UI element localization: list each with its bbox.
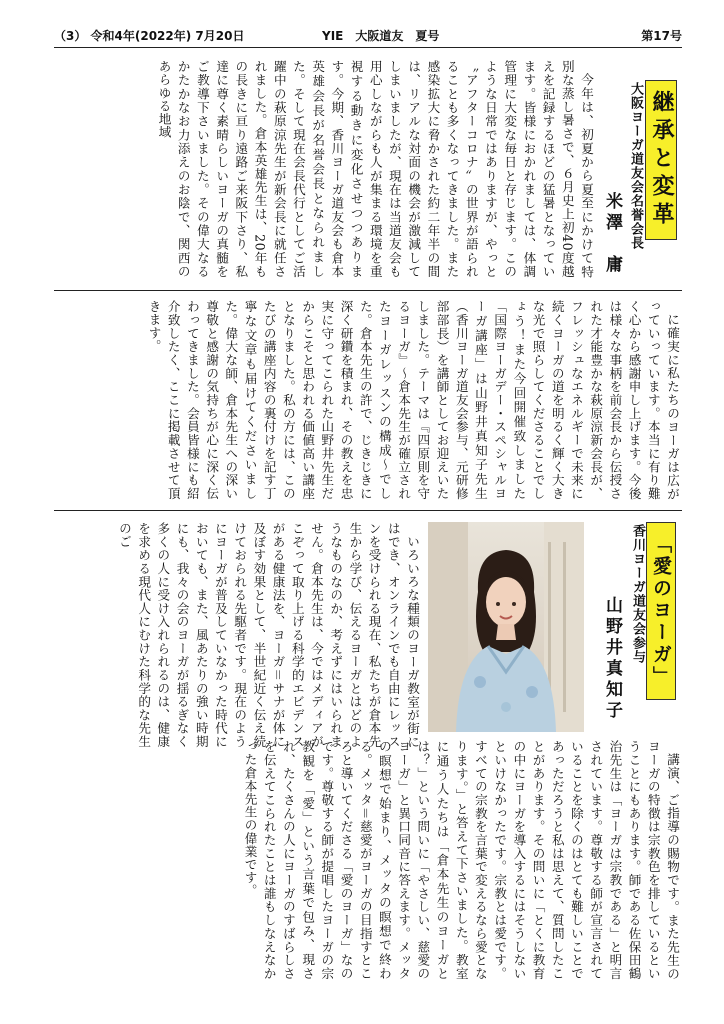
- article2-subtitle: 香川ヨーガ道友会参与: [630, 524, 645, 664]
- issue-date: （3） 令和4年(2022年) 7月20日: [54, 29, 245, 43]
- article1-subtitle: 大阪ヨーガ道友会名誉会長: [628, 82, 643, 250]
- article2-column-b: [56, 740, 682, 980]
- publication-name: YIE 大阪道友 夏号: [322, 29, 440, 43]
- article2-column-a: [56, 522, 422, 748]
- article1-author: [600, 192, 625, 292]
- section-rule-1: [54, 290, 682, 291]
- article2-author: 山野井真知子: [602, 596, 622, 722]
- issue-number: 第17号: [641, 29, 682, 43]
- article1-body-mid: に確実に私たちのヨーガは広がっていっています。本当に有り難く心から感謝申し上げます。今後は様々な事柄を前会長から伝授された才能豊かな萩原涼新会長が、フレッシュなエネルギーで未来に続くヨーガの道を明るく輝く大きな光で照らしてくださることでしょう！また今回開催致しました「国際ヨーガデー・スペシャルヨーガ講座」は山野井真知子先生（香川ヨーガ道友会参与、元研修部部長）を講師としてお迎えいたしました。テーマは『四原則を守るヨーガ』〜倉本先生が確立されたヨーガレッスンの構成〜でした。倉本先生の許で、じきじきに深く研鑽を積まれ、その教えを忠実に守ってこられた山野井先生だからこそと思われる価値高い講座となりました。私の方には、このたびの講座内容の裏付けを記す丁寧な文章も届けてくださいました。偉大な師、倉本先生への深い尊敬と感謝の気持ちが心に深く伝わってきました。会員皆様にも紹介致したく、ここに掲載させて頂きます。: [146, 300, 680, 500]
- article1-column-top: [56, 60, 596, 278]
- woman-portrait-photo: [428, 522, 584, 732]
- header-rule: [54, 47, 682, 48]
- article1-column-mid: [56, 300, 682, 500]
- article2-body-a: いろいろな種類のヨーガ教室が街にはでき、オンラインでも自由にレッスンを受けられる現在、私たちが倉本先生から学び、伝えるヨーガとはどのようなものなのか、考えずにはいられません。倉本先生は、今ではメディアがこぞって取り上げる科学的エビデンスがある健康法を、ヨーガ＝サナが体に及ぼす効果として、半世紀近く伝え続けておられる先駆者です。現在のようにヨーガが普及していなかった時代においても、また、風あたりの強い時期にも、我々の会のヨーガが揺るぎなく多くの人に受け入れられるのは、健康を求める現代人にむけた科学的な先生のご: [116, 522, 420, 748]
- portrait-icon: [428, 522, 584, 732]
- article1-title: 継承と変革: [645, 80, 677, 240]
- section-rule-2: [54, 510, 682, 511]
- author-name: 米澤 庸: [602, 192, 622, 276]
- article2-title: 「愛のヨーガ」: [646, 522, 676, 700]
- article1-body-top: 今年は、初夏から夏至にかけて特別な蒸し暑さで、６月史上初40度越えを記録するほどの猛暑となっています。皆様におかれましては、体調管理に大変な毎日と存じます。このような日常ではありますが、やっと〝アフターコロナ〟の世界が語られることも多くなってきました。また感染拡大に脅かされた約二年半の間は、リアルな対面の機会が激減してしまいましたが、現在は当道友会も用心しながらも人が集まる環境を重視する動きに変化させつつあります。今期、香川ヨーガ道友会も倉本英雄会長が名誉会長となられました。そして現在会長代行としてご活躍中の萩原涼先生が新会長に就任されました。倉本英雄先生は、20年もの長きに亘り遠路ご来阪下さり、私達に尊く素晴らしいヨーガの真髄をご教導下さいました。その偉大なるかたかなお力添えのお陰で、関西のあらゆる地域: [156, 60, 594, 278]
- article2-body-b: 講演、ご指導の賜物です。また先生のヨーガの特徴は宗教色を排しているということにもあります。師である佐保田鶴治先生は「ヨーガは宗教である」と明言されています。尊敬する師が宣言されていることを除くのはとても難しいことであっただろうと私は思えて、質問したことがあります。その問いに「とくに教育の中にヨーガを導入するにはそうしないといけなかったです。宗教とは愛です。すべての宗教を言葉で変えるなら愛となります。」と答えて下さいました。教室に通う人たちは「倉本先生のヨーガとは？」という問いに「やさしい、慈愛のヨーガ」と異口同音に答えます。メッタの瞑想で始まり、メッタの瞑想で終わる。メッタ＝慈愛がヨーガの目指すところと導いてくださる「愛のヨーガ」なのです。尊敬する師が提唱したヨーガの宗教観を「愛」という言葉で包み、現され、たくさんの人にヨーガのすばらしさを伝えてこられたことは誰もしなえなかった倉本先生の偉業です。: [242, 740, 680, 980]
- page-header: [54, 24, 682, 46]
